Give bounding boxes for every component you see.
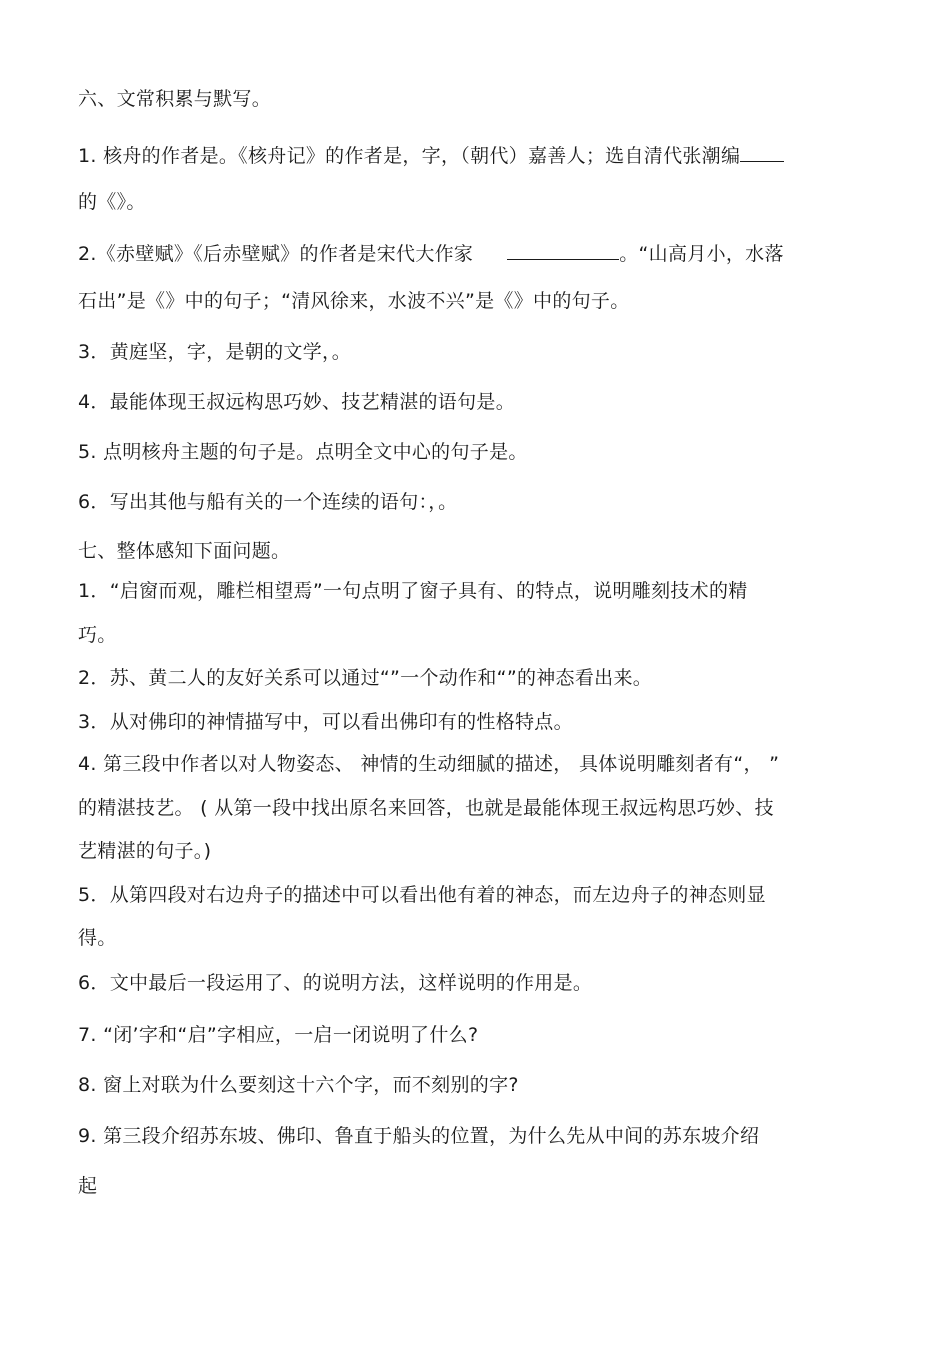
- question-6-6: 6．写出其他与船有关的一个连续的语句：，。: [78, 491, 458, 513]
- question-7-3: 3．从对佛印的神情描写中，可以看出佛印有的性格特点。: [78, 711, 573, 733]
- question-7-4-line-3: 艺精湛的句子。): [78, 840, 212, 862]
- section-6-heading: 六、文常积累与默写。: [78, 88, 272, 110]
- question-7-5-line-1: 5．从第四段对右边舟子的描述中可以看出他有着的神态，而左边舟子的神态则显: [78, 884, 766, 906]
- question-6-3: 3．黄庭坚，字，是朝的文学，。: [78, 341, 352, 363]
- question-6-1-line-1: [78, 143, 784, 167]
- question-7-8: 8. 窗上对联为什么要刻这十六个字，而不刻别的字?: [78, 1074, 519, 1096]
- question-7-9-line-2: 起: [78, 1175, 98, 1197]
- section-7-heading: 七、整体感知下面问题。: [78, 540, 291, 562]
- answer-blank: [740, 143, 784, 162]
- question-6-4: 4．最能体现王叔远构思巧妙、技艺精湛的语句是。: [78, 391, 515, 413]
- question-7-4-line-2: 的精湛技艺。 ( 从第一段中找出原名来回答，也就是最能体现王叔远构思巧妙、技: [78, 797, 774, 819]
- question-7-2: 2．苏、黄二人的友好关系可以通过“”一个动作和“”的神态看出来。: [78, 667, 653, 689]
- question-7-7: 7. “闭’字和“启”字相应，一启一闭说明了什么?: [78, 1024, 479, 1046]
- question-7-5-line-2: 得。: [78, 927, 117, 949]
- question-6-2-line-1: [78, 241, 784, 265]
- question-6-2-text-continued: 。“山高月小，水落: [619, 243, 784, 265]
- question-6-1-line-2: 的《》。: [78, 191, 146, 213]
- question-6-2-line-2: 石出”是《》中的句子；“清风徐来，水波不兴”是《》中的句子。: [78, 290, 630, 312]
- question-7-9-line-1: 9. 第三段介绍苏东坡、佛印、鲁直于船头的位置，为什么先从中间的苏东坡介绍: [78, 1125, 760, 1147]
- question-7-4-line-1: 4. 第三段中作者以对人物姿态、 神情的生动细腻的描述， 具体说明雕刻者有“， ”: [78, 753, 780, 775]
- question-6-2-text: 2.《赤壁赋》《后赤壁赋》的作者是宋代大作家: [78, 243, 474, 265]
- question-7-6: 6．文中最后一段运用了、的说明方法，这样说明的作用是。: [78, 972, 593, 994]
- question-7-1-line-1: 1．“启窗而观，雕栏相望焉”一句点明了窗子具有、的特点，说明雕刻技术的精: [78, 580, 748, 602]
- question-6-5: 5. 点明核舟主题的句子是。点明全文中心的句子是。: [78, 441, 528, 463]
- question-7-1-line-2: 巧。: [78, 624, 117, 646]
- answer-blank: [507, 241, 619, 260]
- question-6-1-text: 1. 核舟的作者是。《核舟记》的作者是，字，（朝代）嘉善人；选自清代张潮编: [78, 145, 741, 167]
